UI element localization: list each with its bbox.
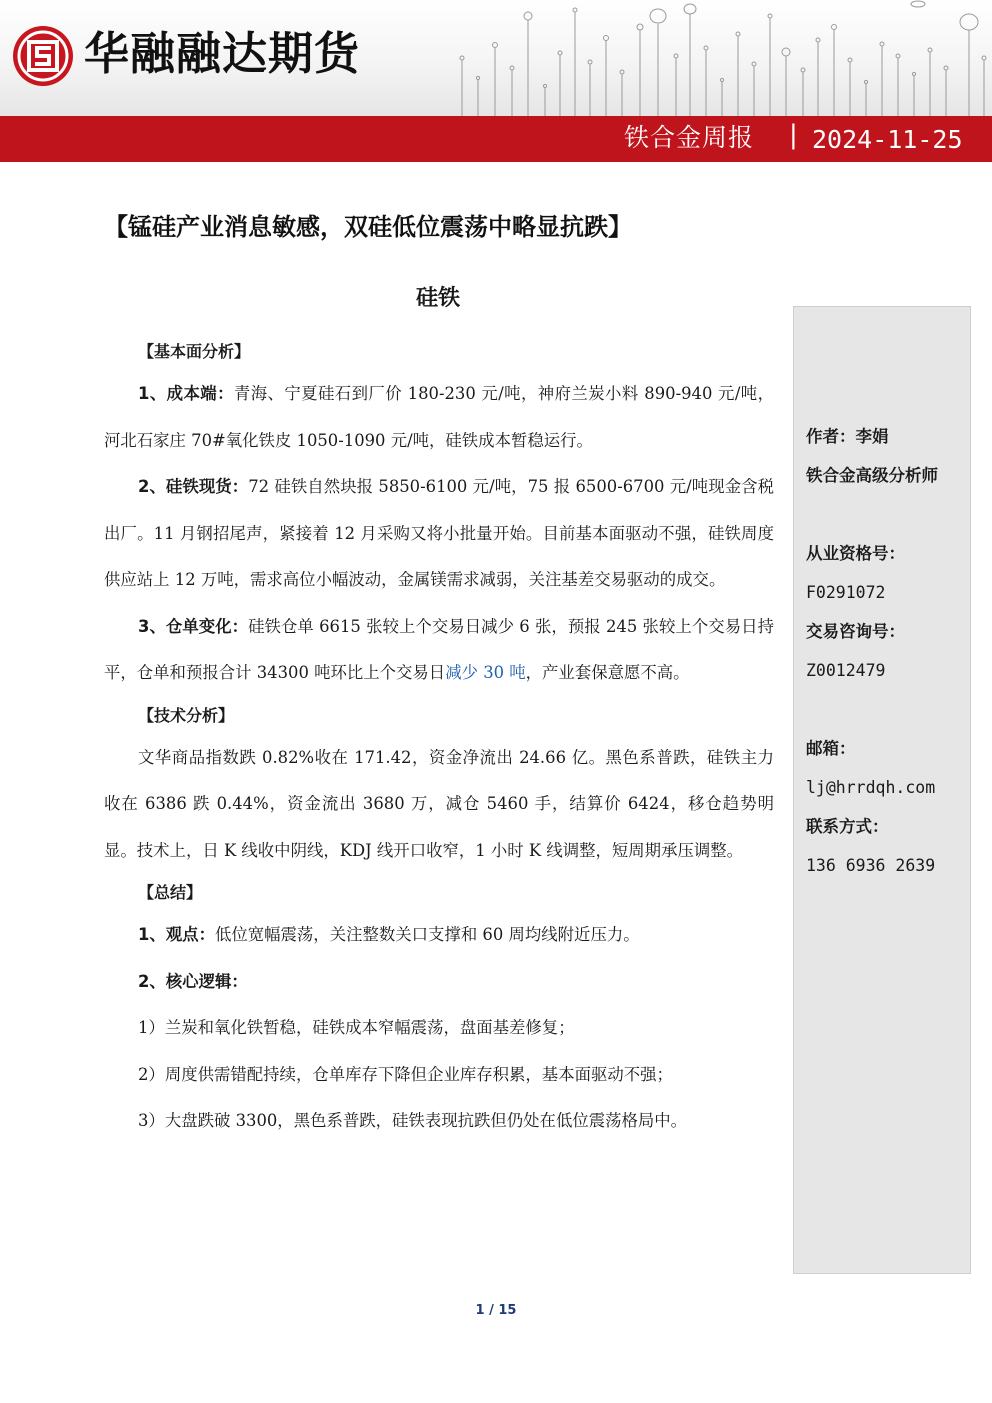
logic-item: 3）大盘跌破 3300，黑色系普跌，硅铁表现抗跌但仍处在低位震荡格局中。 — [138, 1111, 688, 1130]
banner-separator: | — [789, 120, 798, 150]
author-title: 铁合金高级分析师 — [806, 466, 938, 485]
report-name: 铁合金周报 — [624, 123, 755, 152]
paragraph-logic — [104, 959, 774, 1006]
paragraph-spot — [104, 464, 774, 604]
logic-label: 2、核心逻辑： — [138, 971, 248, 991]
company-name: 华融融达期货 — [84, 27, 361, 80]
contact-label: 联系方式： — [806, 817, 889, 836]
subject-title: 硅铁 — [415, 286, 460, 311]
headline: 【锰硅产业消息敏感，双硅低位震荡中略显抗跌】 — [104, 213, 632, 241]
warrant-text-a: 硅铁仓单 6615 张较上个交易日减少 6 张，预报 245 张较上个交易日持平，仓单和预报合计 34300 吨环比上个交易日 — [104, 616, 775, 682]
spot-text: 72 硅铁自然块报 5850-6100 元/吨，75 报 6500-6700 元/吨现金含税出厂。11 月钢招尾声，紧接着 12 月采购又将小批量开始。目前基本面驱动不强，硅铁周度供应站上 12 万吨，需求高位小幅波动，金属镁需求减弱，关注基差交易驱动的成交。 — [104, 477, 774, 589]
warrant-text-b: ，产业套保意愿不高。 — [525, 663, 690, 682]
spot-label: 2、硅铁现货： — [138, 477, 249, 496]
qualification-number: F0291072 — [806, 583, 886, 602]
paragraph-technical: 文华商品指数跌 0.82%收在 171.42，资金净流出 24.66 亿。黑色系普跌，硅铁主力收在 6386 跌 0.44%，资金流出 3680 万，减仓 5460 手，结算价 6424，移仓趋势明显。技术上，日 K 线收中阴线，KDJ 线开口收窄，1 小时 K 线调整，短周期承压调整。 — [104, 747, 774, 860]
email-address[interactable]: lj@hrrdqh.com — [806, 778, 936, 797]
warrant-highlight: 减少 30 吨 — [445, 663, 526, 682]
qualification-label: 从业资格号： — [806, 544, 905, 563]
paragraph-cost — [104, 371, 774, 464]
cost-label: 1、成本端： — [138, 384, 234, 403]
section-heading-summary: 【总结】 — [138, 883, 203, 902]
paragraph-view — [104, 912, 774, 959]
logic-item: 1）兰炭和氧化铁暂稳，硅铁成本窄幅震荡，盘面基差修复； — [138, 1018, 575, 1037]
warrant-label: 3、仓单变化： — [138, 616, 249, 636]
logic-item: 2）周度供需错配持续，仓单库存下降但企业库存积累，基本面驱动不强； — [138, 1064, 673, 1084]
section-heading-fundamental: 【基本面分析】 — [138, 342, 251, 361]
cost-text: 青海、宁夏硅石到厂价 180-230 元/吨，神府兰炭小料 890-940 元/吨，河北石家庄 70#氧化铁皮 1050-1090 元/吨，硅铁成本暂稳运行。 — [104, 384, 775, 450]
view-text: 低位宽幅震荡，关注整数关口支撑和 60 周均线附近压力。 — [214, 925, 640, 944]
huarong-logo-icon — [11, 24, 75, 88]
email-label: 邮箱： — [806, 739, 856, 758]
view-label: 1、观点： — [138, 925, 215, 944]
section-heading-technical: 【技术分析】 — [138, 705, 235, 725]
paragraph-warrant — [104, 604, 774, 697]
article-body — [104, 333, 774, 1145]
report-date: 2024-11-25 — [812, 125, 963, 154]
author-sidebar — [793, 306, 971, 1274]
page-number: 1 / 15 — [475, 1303, 517, 1318]
consult-label: 交易咨询号： — [806, 622, 905, 641]
consult-number: Z0012479 — [806, 661, 886, 680]
phone-number: 136 6936 2639 — [806, 856, 936, 875]
page-header — [0, 0, 992, 162]
author-name: 作者：李娟 — [806, 427, 889, 446]
